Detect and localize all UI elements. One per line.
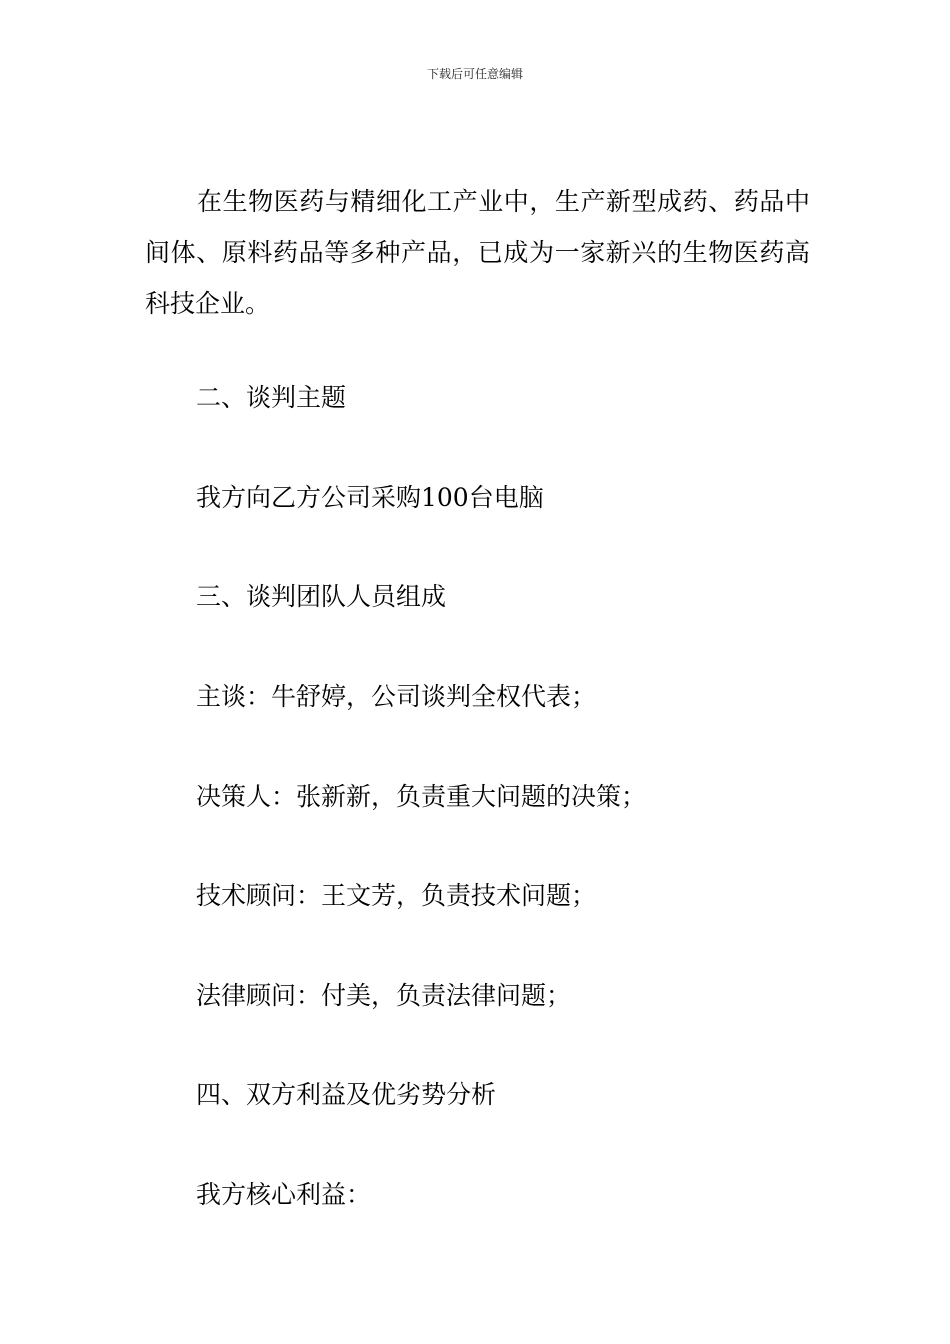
team-member-lead: 主谈：牛舒婷，公司谈判全权代表； [196,682,597,711]
intro-paragraph: 在生物医药与精细化工产业中，生产新型成药、药品中间体、原料药品等多种产品，已成为一家新兴的生物医药高科技企业。 [145,187,810,318]
topic-text: 我方向乙方公司采购100台电脑 [196,483,544,512]
team-member-decision-maker: 决策人：张新新，负责重大问题的决策； [196,782,647,811]
section-heading-team: 三、谈判团队人员组成 [196,582,447,611]
page-header: 下载后可任意编辑 [426,67,523,81]
core-interest-label: 我方核心利益： [196,1180,372,1209]
section-heading-topic: 二、谈判主题 [196,383,347,412]
section-heading-analysis: 四、双方利益及优劣势分析 [196,1080,497,1109]
team-member-legal-advisor: 法律顾问：付美，负责法律问题； [196,981,572,1010]
team-member-tech-advisor: 技术顾问：王文芳，负责技术问题； [196,881,597,910]
